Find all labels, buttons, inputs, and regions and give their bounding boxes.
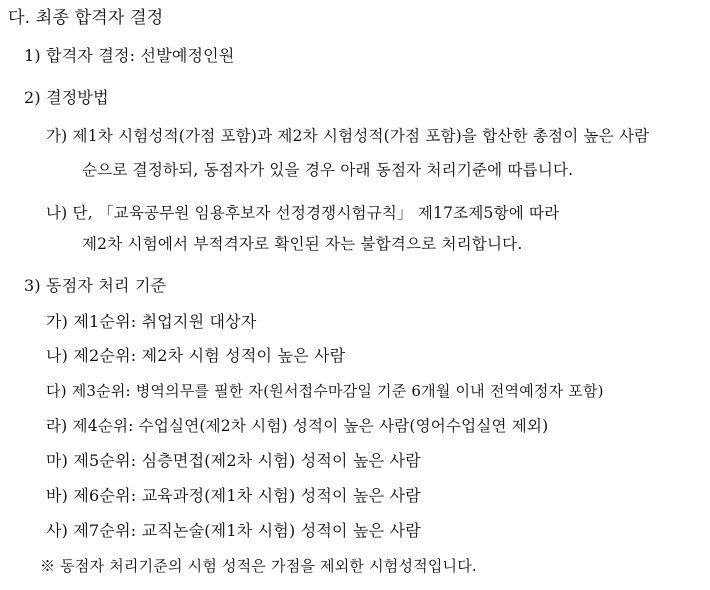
section-title: 다. 최종 합격자 결정 (8, 8, 164, 28)
rank-item-5: 마) 제5순위: 심층면접(제2차 시험) 성적이 높은 사람 (46, 451, 421, 470)
rank-item-6: 바) 제6순위: 교육과정(제1차 시험) 성적이 높은 사람 (46, 486, 421, 505)
item-2-na-line1: 나) 단, 「교육공무원 임용후보자 선정경쟁시험규칙」 제17조제5항에 따라 (46, 204, 560, 222)
rank-item-7: 사) 제7순위: 교직논술(제1차 시험) 성적이 높은 사람 (46, 521, 421, 540)
item-2-title: 2) 결정방법 (24, 88, 109, 107)
item-3-title: 3) 동점자 처리 기준 (24, 276, 167, 295)
item-1-decision: 1) 합격자 결정: 선발예정인원 (24, 46, 235, 65)
tie-break-note: ※ 동점자 처리기준의 시험 성적은 가점을 제외한 시험성적입니다. (40, 557, 477, 575)
rank-item-4: 라) 제4순위: 수업실연(제2차 시험) 성적이 높은 사람(영어수업실연 제외) (46, 417, 549, 435)
rank-item-3: 다) 제3순위: 병역의무를 필한 자(원서접수마감일 기준 6개월 이내 전역예정자 포함) (46, 382, 604, 400)
item-2-ga-line1: 가) 제1차 시험성적(가점 포함)과 제2차 시험성적(가점 포함)을 합산한 총점이 높은 사람 (46, 127, 650, 145)
rank-item-1: 가) 제1순위: 취업지원 대상자 (46, 312, 257, 331)
rank-item-2: 나) 제2순위: 제2차 시험 성적이 높은 사람 (46, 346, 346, 365)
item-2-ga-line2: 순으로 결정하되, 동점자가 있을 경우 아래 동점자 처리기준에 따릅니다. (82, 161, 574, 179)
item-2-na-line2: 제2차 시험에서 부적격자로 확인된 자는 불합격으로 처리합니다. (82, 235, 523, 253)
